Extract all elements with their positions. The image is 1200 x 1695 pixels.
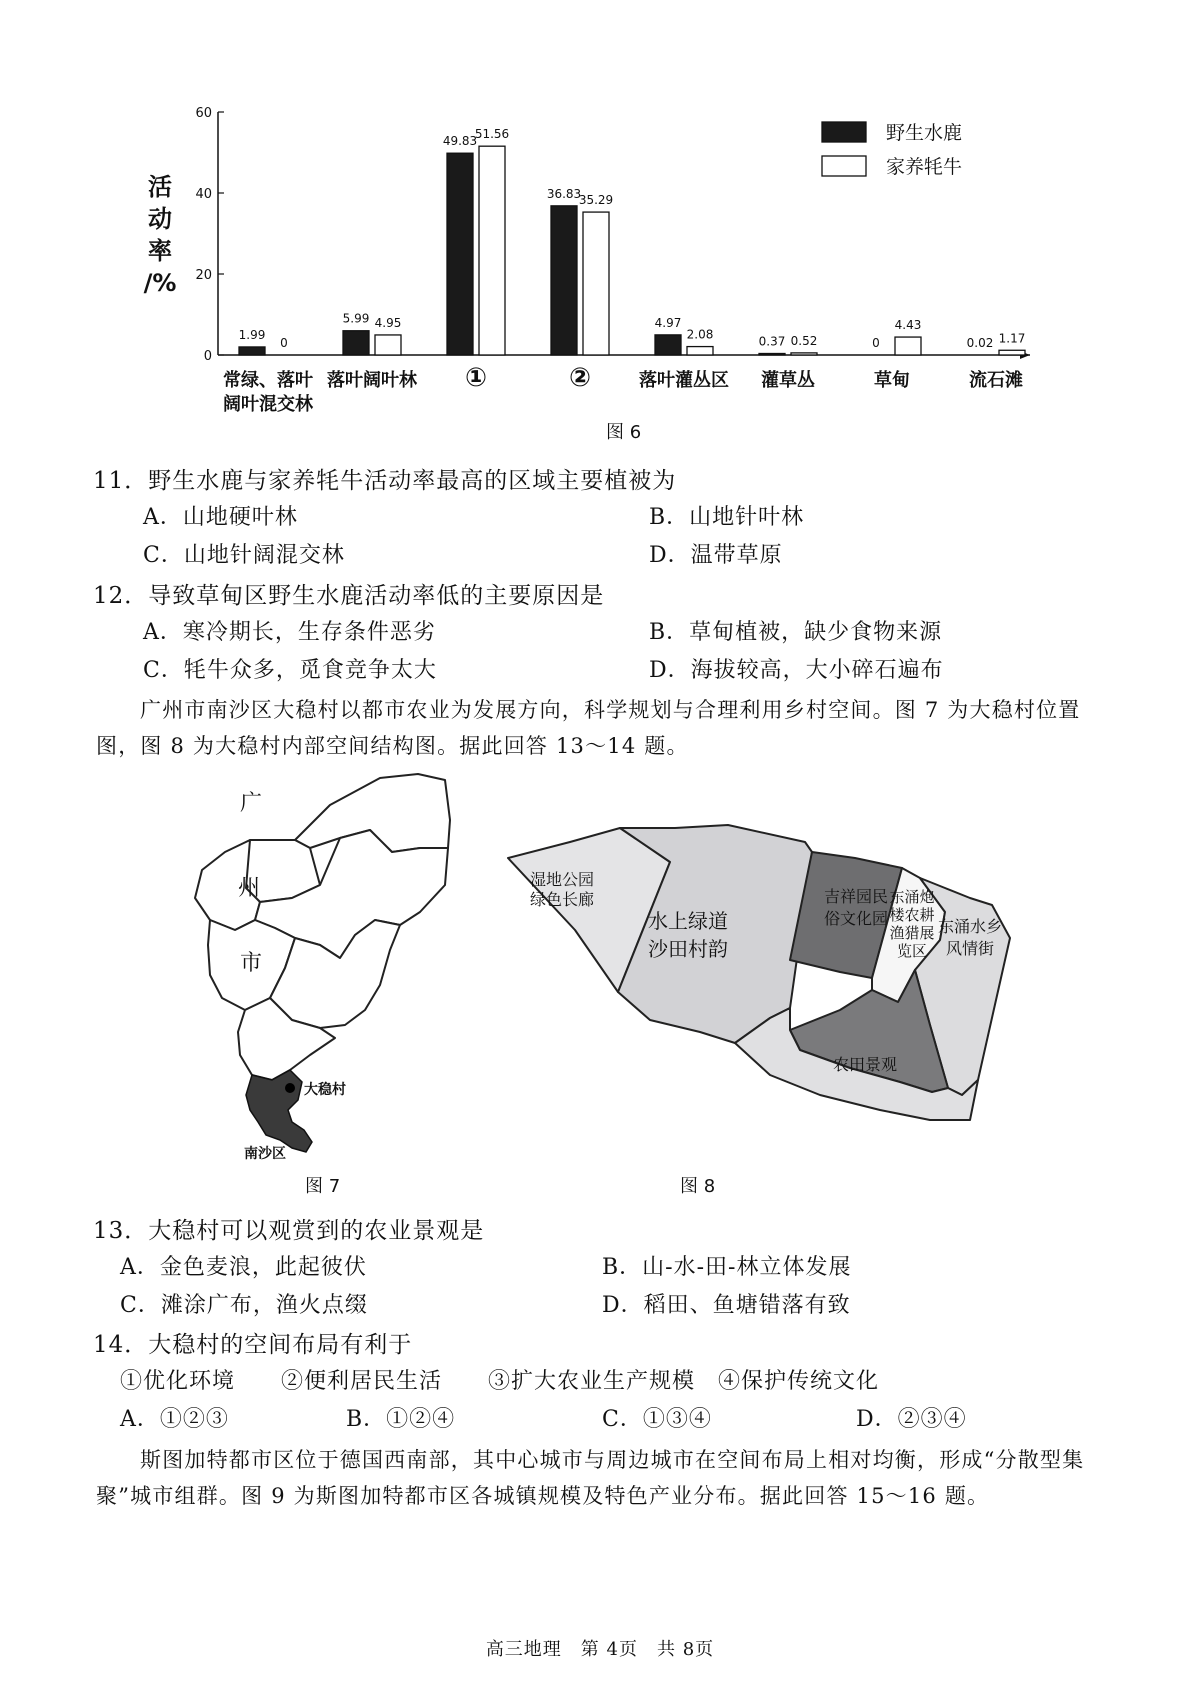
- bar-value-label: 35.29: [578, 193, 614, 208]
- map-label-village: 大稳村: [304, 1082, 346, 1098]
- bar: [551, 206, 577, 355]
- q14-option-b: B．①②④: [346, 1407, 456, 1432]
- y-axis-label-char: /%: [143, 269, 177, 297]
- bar-value-label: 4.97: [654, 315, 682, 330]
- q13-option-d: D．稻田、鱼塘错落有致: [602, 1293, 851, 1318]
- bar-value-label: 0: [280, 336, 288, 350]
- category-label: 落叶阔叶林: [327, 370, 417, 391]
- bar: [583, 212, 609, 355]
- y-axis-label-char: 活: [148, 173, 172, 201]
- label-greenway-1: 水上绿道: [648, 909, 728, 933]
- figure6-caption: 图 6: [606, 422, 642, 443]
- q13-stem: 13．大稳村可以观赏到的农业景观是: [93, 1218, 485, 1244]
- bar: [655, 335, 681, 355]
- q14-option-a: A．①②③: [120, 1407, 229, 1432]
- bar: [239, 347, 265, 355]
- q14-option-d: D．②③④: [856, 1407, 967, 1432]
- bar: [759, 354, 785, 355]
- label-wetland-2: 绿色长廊: [529, 890, 595, 909]
- label-farming-3: 渔猎展: [889, 924, 935, 942]
- label-watertown-2: 风情街: [945, 939, 995, 958]
- nansha-district-shape: [246, 1070, 312, 1152]
- y-tick-label: 0: [203, 349, 212, 364]
- bar: [479, 146, 505, 355]
- bar: [447, 153, 473, 355]
- bar: [375, 335, 401, 355]
- q12-option-d: D．海拔较高，大小碎石遍布: [649, 658, 944, 683]
- q12-option-c: C．牦牛众多，觅食竞争太大: [143, 658, 437, 683]
- passage-stuttgart: 斯图加特都市区位于德国西南部，其中心城市与周边城市在空间布局上相对均衡，形成“分散型集聚”城市组群。图 9 为斯图加特都市区各城镇规模及特色产业分布。据此回答 15～16 题。: [96, 1448, 1085, 1508]
- bar-value-label: 1.99: [238, 327, 266, 342]
- bar-value-label: 36.83: [546, 186, 582, 201]
- dawen-village-marker: [285, 1083, 295, 1093]
- category-label: 灌草丛: [761, 370, 815, 391]
- q14-option-c: C．①③④: [602, 1407, 712, 1432]
- bar: [895, 337, 921, 355]
- bar-value-label: 0.37: [758, 334, 786, 349]
- bar-value-label: 0.02: [966, 335, 994, 350]
- map-label-zhou: 州: [238, 876, 261, 901]
- bar-value-label: 49.83: [442, 134, 478, 149]
- label-fields: 农田景观: [832, 1055, 898, 1074]
- bar-value-label: 0: [872, 336, 880, 350]
- figure7-caption: 图 7: [305, 1176, 341, 1197]
- q13-option-c: C．滩涂广布，渔火点缀: [120, 1293, 368, 1318]
- bar-value-label: 5.99: [342, 311, 370, 326]
- label-wetland-1: 湿地公园: [529, 870, 595, 889]
- q11-option-d: D．温带草原: [649, 543, 783, 568]
- bar-value-label: 51.56: [474, 127, 510, 142]
- map-label-shi: 市: [240, 951, 263, 976]
- category-label: 草甸: [874, 370, 910, 391]
- category-label: ①: [464, 363, 488, 393]
- bar-value-label: 1.17: [998, 331, 1026, 346]
- legend-swatch: [822, 122, 866, 142]
- figure8-caption: 图 8: [680, 1176, 716, 1197]
- figure6-chart: [0, 0, 1200, 430]
- label-greenway-2: 沙田村韵: [648, 937, 728, 961]
- passage-dawen-village: 广州市南沙区大稳村以都市农业为发展方向，科学规划与合理利用乡村空间。图 7 为大稳村位置图，图 8 为大稳村内部空间结构图。据此回答 13～14 题。: [96, 698, 1081, 758]
- category-label: 流石滩: [969, 370, 1023, 391]
- map-label-guang: 广: [240, 791, 263, 816]
- q13-option-a: A．金色麦浪，此起彼伏: [120, 1255, 367, 1280]
- legend-swatch: [822, 156, 866, 176]
- y-tick-label: 20: [195, 268, 212, 283]
- y-tick-label: 60: [195, 106, 212, 121]
- q11-stem: 11．野生水鹿与家养牦牛活动率最高的区域主要植被为: [93, 468, 677, 494]
- q14-stem: 14．大稳村的空间布局有利于: [93, 1332, 413, 1358]
- figure7-location-map: [180, 770, 480, 1200]
- label-farming-2: 楼农耕: [889, 906, 935, 924]
- legend-label: 家养牦牛: [886, 156, 963, 178]
- map-label-district: 南沙区: [244, 1146, 286, 1162]
- label-watertown-1: 东涌水乡: [937, 917, 1003, 936]
- q12-option-a: A．寒冷期长，生存条件恶劣: [143, 620, 436, 645]
- q14-items: ①优化环境 ②便利居民生活 ③扩大农业生产规模 ④保护传统文化: [120, 1369, 880, 1394]
- y-axis-label-char: 率: [148, 237, 172, 265]
- label-farming-4: 览区: [896, 942, 928, 960]
- q12-option-b: B．草甸植被，缺少食物来源: [649, 620, 943, 645]
- legend-label: 野生水鹿: [886, 122, 963, 144]
- figure8-structure-map: [500, 820, 1020, 1130]
- category-label: 常绿、落叶: [223, 370, 313, 391]
- page-footer: 高三地理 第 4页 共 8页: [485, 1639, 715, 1660]
- category-label: 阔叶混交林: [223, 394, 313, 415]
- q11-option-b: B．山地针叶林: [649, 505, 805, 530]
- bar: [687, 347, 713, 355]
- q13-option-b: B．山-水-田-林立体发展: [602, 1255, 852, 1280]
- category-label: 落叶灌丛区: [639, 370, 729, 391]
- label-folk-1: 吉祥园民: [823, 887, 889, 906]
- y-axis-label-char: 动: [148, 205, 172, 233]
- bar: [343, 331, 369, 355]
- bar-value-label: 4.43: [894, 318, 922, 333]
- q11-option-a: A．山地硬叶林: [143, 505, 298, 530]
- bar: [999, 350, 1025, 355]
- bar: [791, 353, 817, 355]
- q11-option-c: C．山地针阔混交林: [143, 543, 345, 568]
- q12-stem: 12．导致草甸区野生水鹿活动率低的主要原因是: [93, 583, 605, 609]
- bar-value-label: 4.95: [374, 315, 402, 330]
- label-farming-1: 东涌炮: [889, 888, 935, 906]
- bar-value-label: 0.52: [790, 333, 818, 348]
- bar-value-label: 2.08: [686, 327, 714, 342]
- category-label: ②: [568, 363, 592, 393]
- label-folk-2: 俗文化园: [823, 909, 889, 928]
- y-tick-label: 40: [195, 187, 212, 202]
